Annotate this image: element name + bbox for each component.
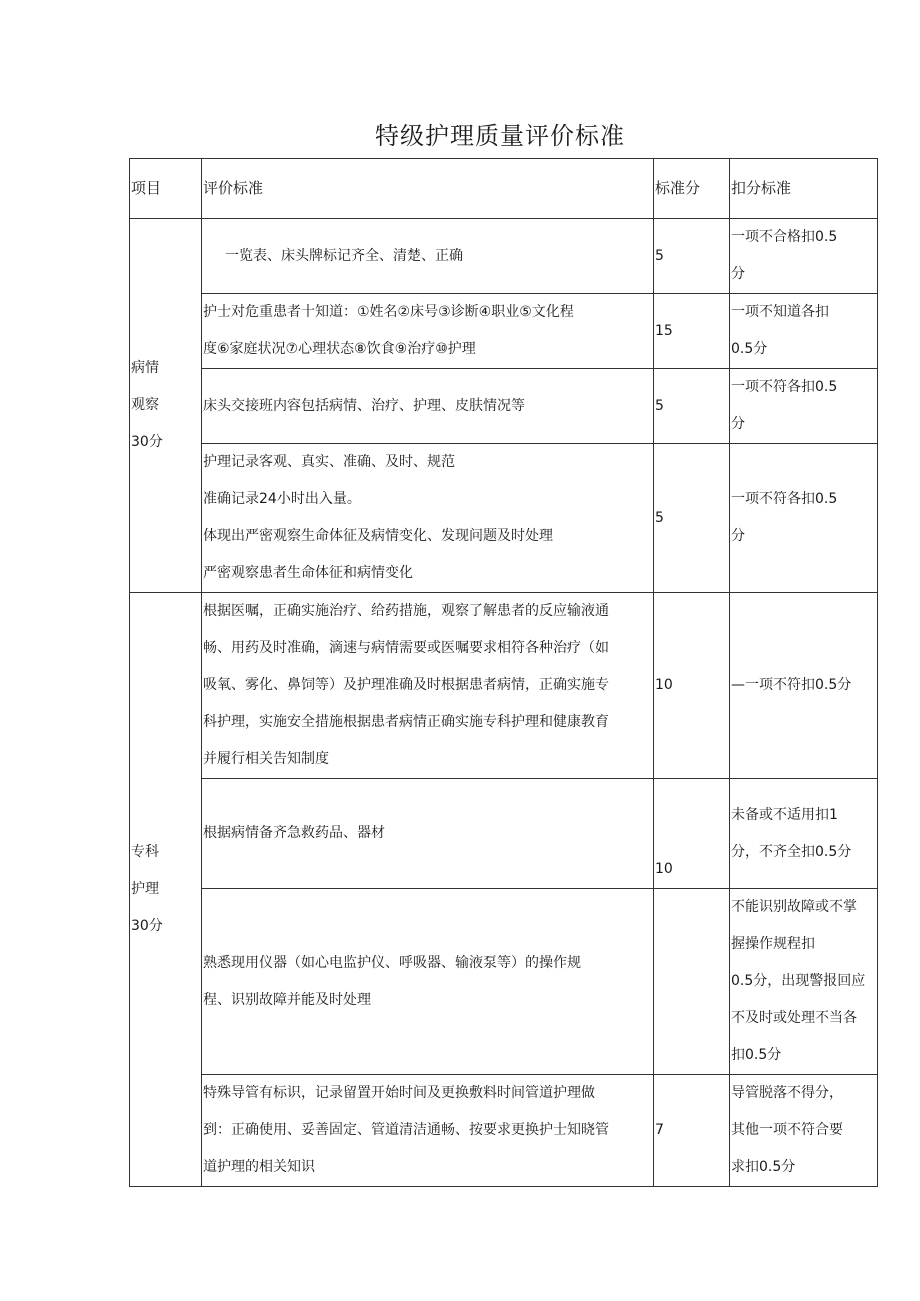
score-cell: 10 xyxy=(654,779,730,889)
criteria-cell: 根据医嘱，正确实施治疗、给药措施，观察了解患者的反应输液通 畅、用药及时准确，滴速与病情需要或医嘱要求相符各种治疗（如 吸氧、雾化、鼻饲等）及护理准确及时根据患者病情，正确实施专 科护理，实施安全措施根据患者病情正确实施专科护理和健康教育 并履行相关告知制度 xyxy=(202,593,654,779)
criteria-cell: 特殊导管有标识，记录留置开始时间及更换敷料时间管道护理做 到：正确使用、妥善固定、管道清洁通畅、按要求更换护士知晓管 道护理的相关知识 xyxy=(202,1075,654,1187)
table-header-row xyxy=(130,159,878,219)
deduction-cell: 不能识别故障或不掌 握操作规程扣 0.5分，出现警报回应 不及时或处理不当各 扣0.5分 xyxy=(730,889,878,1075)
score-cell: 5 xyxy=(654,219,730,294)
header-item: 项目 xyxy=(130,159,202,219)
deduction-cell: 一项不合格扣0.5 分 xyxy=(730,219,878,294)
score-cell: 7 xyxy=(654,1075,730,1187)
section-label: 病情 观察 30分 xyxy=(130,219,202,593)
header-criteria: 评价标准 xyxy=(202,159,654,219)
criteria-cell: 护士对危重患者十知道：①姓名②床号③诊断④职业⑤文化程 度⑥家庭状况⑦心理状态⑧饮食⑨治疗⑩护理 xyxy=(202,294,654,369)
deduction-cell: 未备或不适用扣1 分，不齐全扣0.5分 xyxy=(730,779,878,889)
criteria-cell: 熟悉现用仪器（如心电监护仪、呼吸器、输液泵等）的操作规 程、识别故障并能及时处理 xyxy=(202,889,654,1075)
section-label: 专科 护理 30分 xyxy=(130,593,202,1187)
table-row xyxy=(130,369,878,444)
header-score: 标准分 xyxy=(654,159,730,219)
deduction-cell: 一项不符各扣0.5 分 xyxy=(730,369,878,444)
criteria-cell: 床头交接班内容包括病情、治疗、护理、皮肤情况等 xyxy=(202,369,654,444)
score-cell: 5 xyxy=(654,369,730,444)
criteria-cell: 根据病情备齐急救药品、器材 xyxy=(202,779,654,889)
table-row xyxy=(130,444,878,593)
deduction-cell: —一项不符扣0.5分 xyxy=(730,593,878,779)
score-cell: 10 xyxy=(654,593,730,779)
table-row xyxy=(130,219,878,294)
evaluation-table xyxy=(129,158,878,1187)
table-row xyxy=(130,779,878,889)
criteria-cell: 一览表、床头牌标记齐全、清楚、正确 xyxy=(202,219,654,294)
criteria-cell: 护理记录客观、真实、准确、及时、规范 准确记录24小时出入量。 体现出严密观察生命体征及病情变化、发现问题及时处理 严密观察患者生命体征和病情变化 xyxy=(202,444,654,593)
header-deduction: 扣分标准 xyxy=(730,159,878,219)
deduction-cell: 一项不符各扣0.5 分 xyxy=(730,444,878,593)
page-title: 特级护理质量评价标准 xyxy=(375,122,625,150)
table-row xyxy=(130,593,878,779)
table-row xyxy=(130,294,878,369)
table-row xyxy=(130,1075,878,1187)
score-cell: 5 xyxy=(654,444,730,593)
deduction-cell: 导管脱落不得分， 其他一项不符合要 求扣0.5分 xyxy=(730,1075,878,1187)
deduction-cell: 一项不知道各扣 0.5分 xyxy=(730,294,878,369)
table-row xyxy=(130,889,878,1075)
score-cell xyxy=(654,889,730,1075)
score-cell: 15 xyxy=(654,294,730,369)
